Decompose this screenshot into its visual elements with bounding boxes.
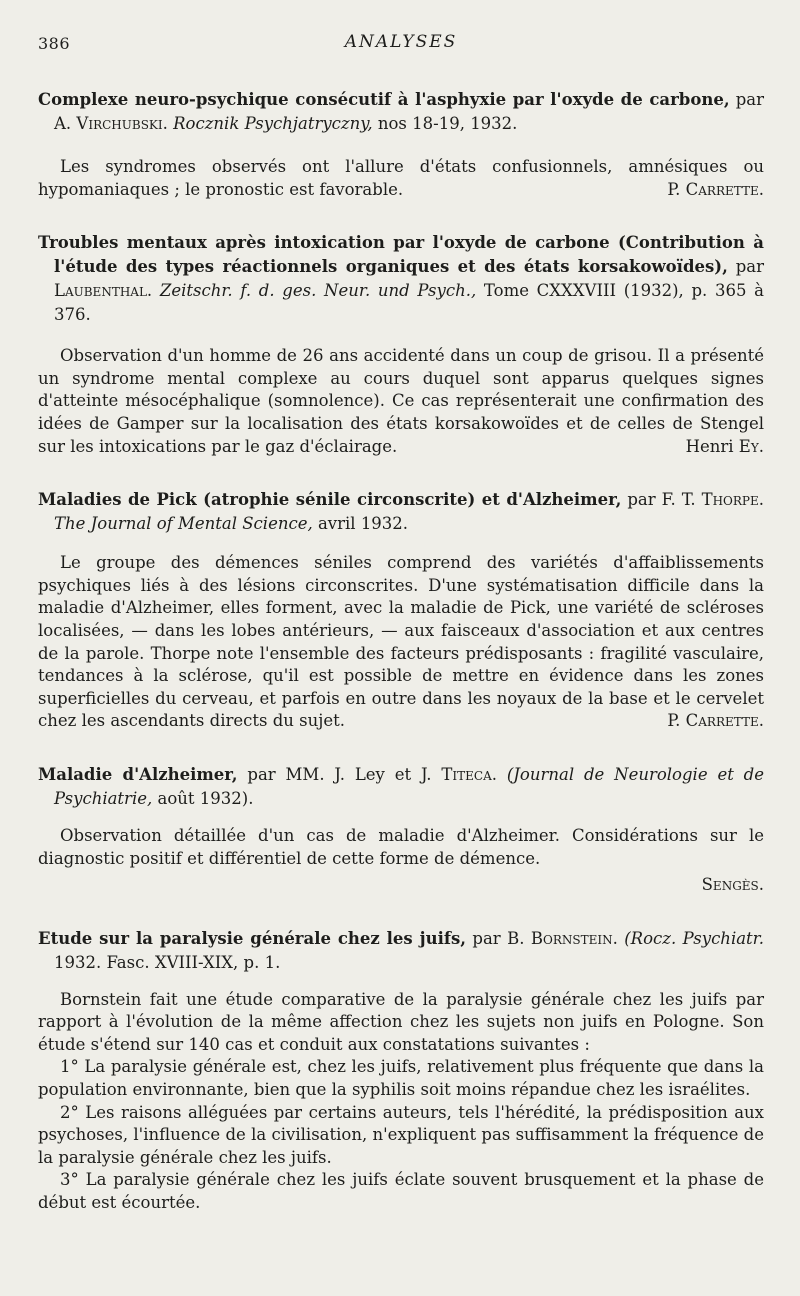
article: [38, 231, 764, 458]
article-heading: [38, 231, 764, 327]
article-by: par: [735, 257, 765, 277]
article-journal: Zeitschr. f. d. ges. Neur. und Psych.,: [159, 281, 477, 301]
article: [38, 488, 764, 733]
article-signature: Henri Ey.: [685, 436, 764, 456]
article-heading: [38, 927, 764, 975]
article-title: Maladies de Pick (atrophie sénile circonscrite) et d'Alzheimer,: [38, 490, 622, 510]
article-author: Laubenthal.: [54, 281, 153, 301]
article-paragraph: 1° La paralysie générale est, chez les juifs, relativement plus fréquente que dans la population environnante, bien que la syphilis soit moins répandue chez les israélites.: [38, 1057, 764, 1100]
article-paragraph: Observation d'un homme de 26 ans accidenté dans un coup de grisou. Il a présenté un syndrome mental complexe au cours duquel sont apparus quelques signes d'atteinte mésocéphalique (somnolence). Ce cas représenterait une confirmation des idées de Gamper sur la localisation des états korsakowoïdes et de celles de Stengel sur les intoxications par le gaz d'éclairage. Henri Ey.: [38, 345, 764, 458]
article: [38, 927, 764, 1215]
article-paragraph: Bornstein fait une étude comparative de la paralysie générale chez les juifs par rapport à l'évolution de la même affection chez les sujets non juifs en Pologne. Son étude s'étend sur 140 cas et conduit aux constatations suivantes :: [38, 989, 764, 1054]
article-heading: [38, 488, 764, 536]
article-journal: (Rocz. Psychiatr.: [624, 928, 765, 948]
article-signature: P. Carrette.: [667, 711, 764, 731]
article-signature: P. Carrette.: [667, 179, 764, 199]
article-author: Thorpe.: [701, 490, 764, 510]
article-title: Troubles mentaux après intoxication par l'oxyde de carbone (Contribution à l'étude des types réactionnels organiques et des états korsakowoïdes),: [38, 233, 764, 277]
page-number: 386: [38, 34, 71, 53]
article-citation: Tome CXXXVIII (1932), p. 365 à 376.: [54, 281, 765, 325]
article-signature: Sengès.: [701, 875, 764, 895]
article-body: [38, 552, 764, 733]
article-title: Etude sur la paralysie générale chez les juifs,: [38, 928, 466, 948]
article-author: Titeca.: [441, 764, 498, 784]
article-by: par B.: [472, 928, 525, 948]
article-citation: avril 1932.: [317, 514, 409, 534]
article-journal: (Journal de Neurologie et de Psychiatrie,: [54, 764, 765, 808]
article-by: par A.: [54, 90, 764, 133]
article-body: [38, 989, 764, 1215]
article-title: Maladie d'Alzheimer,: [38, 764, 238, 784]
article-heading: [38, 88, 764, 136]
article-journal: Rocznik Psychjatryczny,: [173, 114, 373, 133]
article-citation: nos 18-19, 1932.: [377, 114, 518, 133]
article-heading: [38, 763, 764, 811]
article-author: Bornstein.: [530, 928, 618, 948]
journal-title: ANALYSES: [344, 32, 458, 52]
article-by: par F. T.: [627, 490, 696, 510]
article-body: [38, 345, 764, 458]
article-paragraph: 3° La paralysie générale chez les juifs éclate souvent brusquement et la phase de début est écourtée.: [38, 1170, 764, 1213]
article: [38, 88, 764, 201]
running-head: [38, 30, 764, 56]
article-citation: août 1932).: [157, 788, 254, 808]
article-journal: The Journal of Mental Science,: [54, 514, 313, 534]
article-author: Virchubski.: [76, 114, 168, 133]
article-title: Complexe neuro-psychique consécutif à l'asphyxie par l'oxyde de carbone,: [38, 90, 730, 109]
article-paragraph: Les syndromes observés ont l'allure d'états confusionnels, amnésiques ou hypomaniaques ; le pronostic est favorable. P. Carrette.: [38, 156, 764, 201]
article-by: par MM. J. Ley et J.: [247, 764, 432, 784]
article-paragraph: Observation détaillée d'un cas de maladie d'Alzheimer. Considérations sur le diagnostic positif et différentiel de cette forme de démence.: [38, 825, 764, 868]
article-body: [38, 156, 764, 201]
article-paragraph: Le groupe des démences séniles comprend des variétés d'affaiblissements psychiques liés à des lésions circonscrites. D'une systématisation difficile dans la maladie d'Alzheimer, elles forment, avec la maladie de Pick, une variété de scléroses localisées, — dans les lobes antérieurs, — aux faisceaux d'association et aux centres de la parole. Thorpe note l'ensemble des facteurs prédisposants : fragilité vasculaire, tendances à la sclérose, qu'il est possible de mettre en évidence dans les zones superficielles du cerveau, et parfois en outre dans les noyaux de la base et le cervelet chez les ascendants directs du sujet. P. Carrette.: [38, 552, 764, 733]
article-citation: 1932. Fasc. XVIII-XIX, p. 1.: [54, 952, 281, 972]
article-paragraph: 2° Les raisons alléguées par certains auteurs, tels l'hérédité, la prédisposition aux psychoses, l'influence de la civilisation, n'expliquent pas suffisamment la fréquence de la paralysie générale chez les juifs.: [38, 1102, 764, 1167]
article-body: [38, 825, 764, 897]
article: [38, 763, 764, 897]
